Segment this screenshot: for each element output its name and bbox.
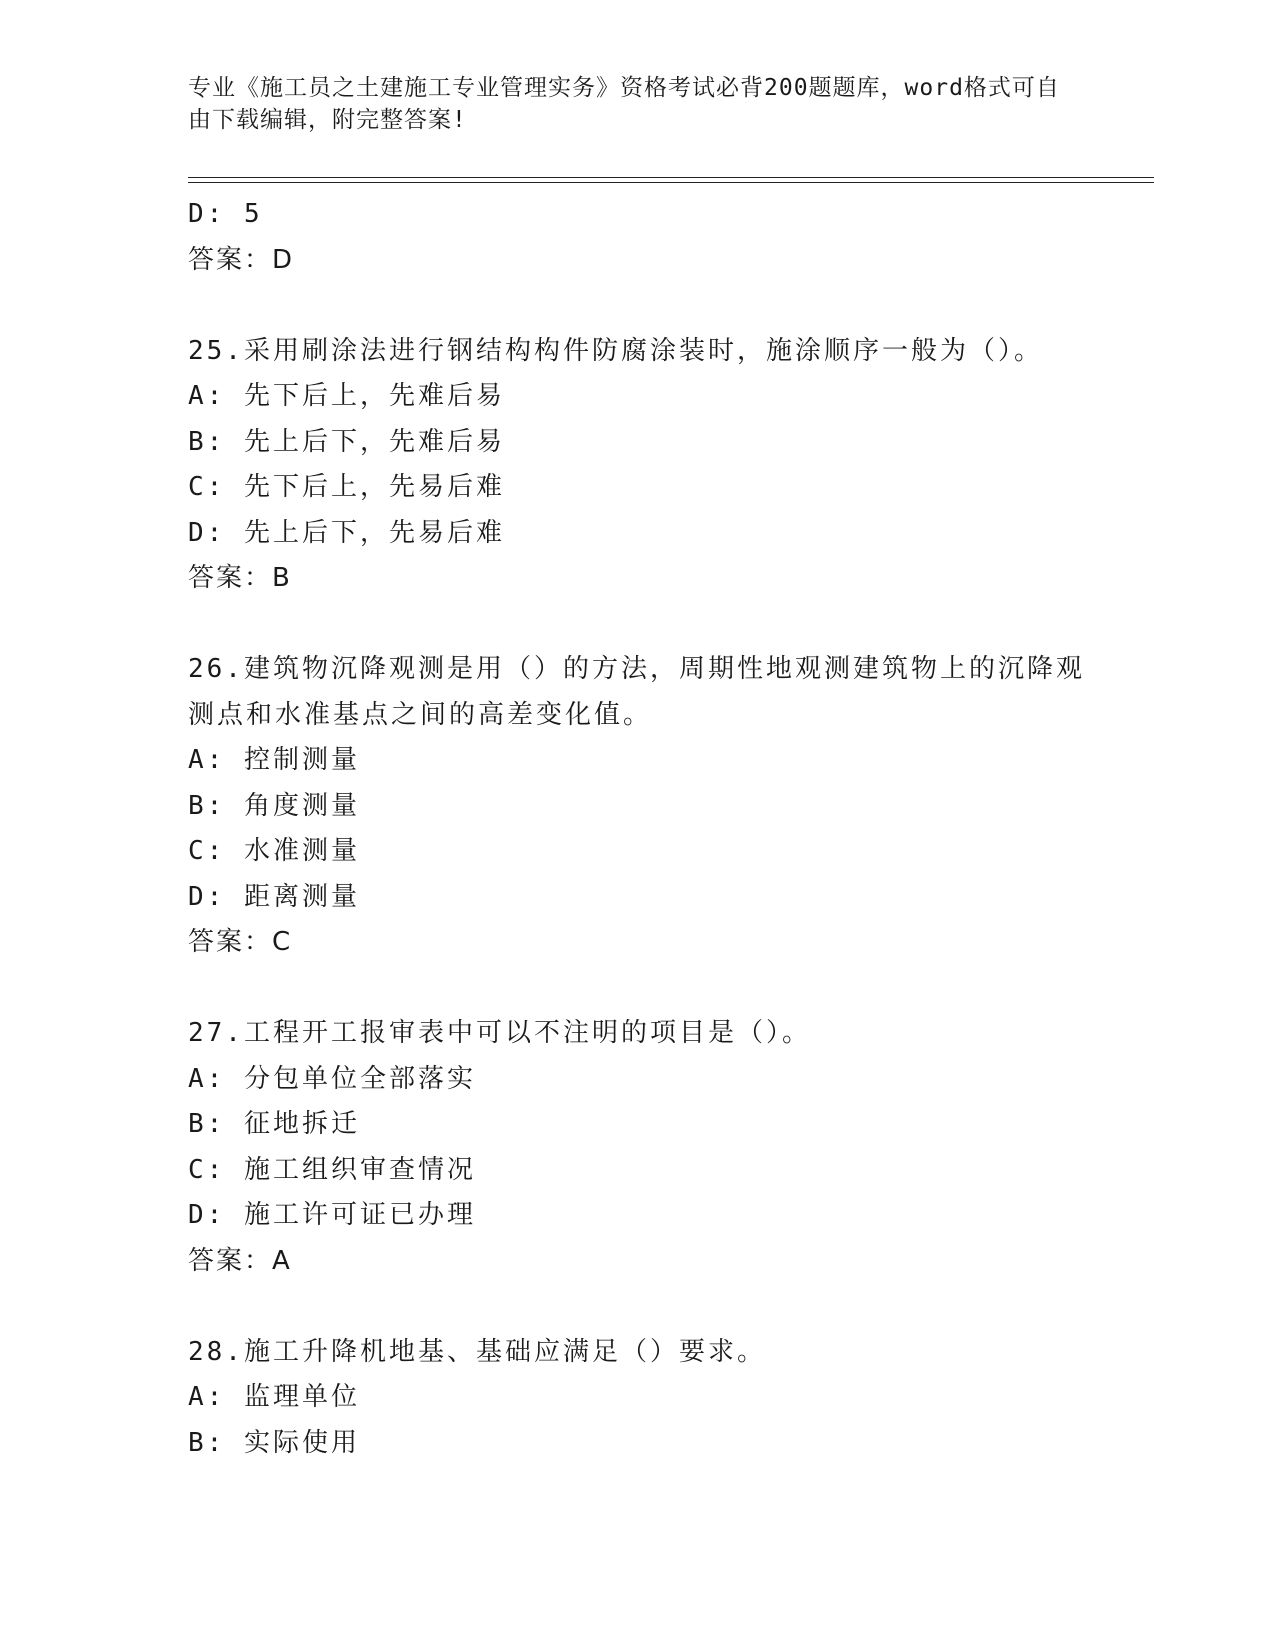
option-b: B: 角度测量: [188, 790, 360, 821]
header-rule-bottom: [188, 182, 1154, 183]
question-text: 26.建筑物沉降观测是用（）的方法，周期性地观测建筑物上的沉降观测点和水准基点之间的高差变化值。: [188, 654, 1085, 730]
option-d: D: 5: [188, 199, 263, 229]
question-list: [188, 192, 1088, 1466]
answer-line: 答案：D: [188, 244, 295, 275]
option-a: A: 监理单位: [188, 1382, 360, 1412]
option-b: B: 先上后下，先难后易: [188, 426, 505, 457]
question-text: 28.施工升降机地基、基础应满足（）要求。: [188, 1336, 766, 1367]
option-d: D: 距离测量: [188, 881, 360, 912]
answer-line: 答案：A: [188, 1245, 292, 1276]
question-26: [188, 647, 1088, 966]
option-a: A: 先下后上，先难后易: [188, 381, 505, 411]
option-b: B: 征地拆迁: [188, 1109, 360, 1139]
option-a: A: 控制测量: [188, 745, 360, 775]
option-d: D: 先上后下，先易后难: [188, 517, 505, 548]
question-28: [188, 1330, 1088, 1467]
option-c: C: 施工组织审查情况: [188, 1154, 476, 1185]
question-27: [188, 1011, 1088, 1284]
option-c: C: 先下后上，先易后难: [188, 472, 505, 502]
question-text: 27.工程开工报审表中可以不注明的项目是（）。: [188, 1018, 811, 1048]
question-25: [188, 329, 1088, 602]
answer-line: 答案：B: [188, 563, 292, 593]
option-d: D: 施工许可证已办理: [188, 1200, 476, 1230]
header-rule-top: [188, 177, 1154, 178]
answer-line: 答案：C: [188, 927, 293, 957]
option-b: B: 实际使用: [188, 1427, 360, 1458]
option-a: A: 分包单位全部落实: [188, 1063, 476, 1094]
page-header: 专业《施工员之土建施工专业管理实务》资格考试必背200题题库，word格式可自由下载编辑，附完整答案!: [188, 75, 1060, 133]
option-c: C: 水准测量: [188, 836, 360, 866]
question-text: 25.采用刷涂法进行钢结构构件防腐涂装时，施涂顺序一般为（）。: [188, 335, 1043, 366]
